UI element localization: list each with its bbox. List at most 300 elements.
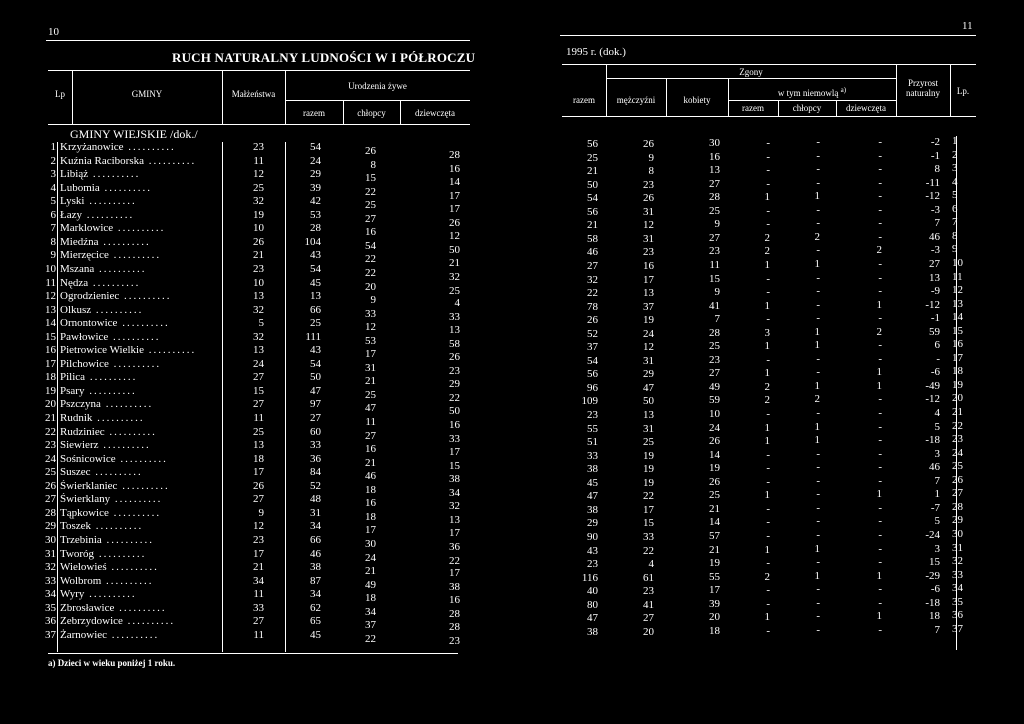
zgony-razem-cell: 21 xyxy=(587,219,598,231)
urodzenia-dziewczeta-cell: 14 xyxy=(449,176,460,188)
header-bottom-rule xyxy=(562,116,976,117)
urodzenia-chlopcy-cell: 30 xyxy=(365,538,376,550)
malzenstwa-cell: 12 xyxy=(253,168,264,180)
leader-dots: .......... xyxy=(113,222,166,234)
przyrost-cell: 7 xyxy=(934,624,940,636)
zgony-mezczyzni-cell: 4 xyxy=(648,558,654,570)
row-number: 5 xyxy=(50,195,56,207)
niemowleta-dziewczeta-cell: - xyxy=(878,448,882,460)
malzenstwa-cell: 23 xyxy=(253,534,264,546)
niemowleta-razem-cell: 1 xyxy=(764,367,770,379)
leader-dots: .......... xyxy=(81,209,135,221)
urodzenia-dziewczeta-cell: 22 xyxy=(449,555,460,567)
zgony-kobiety-cell: 19 xyxy=(709,462,720,474)
urodzenia-razem-cell: 52 xyxy=(310,480,321,492)
niemowleta-razem-cell: - xyxy=(766,273,770,285)
niemowleta-chlopcy-cell: - xyxy=(816,136,820,148)
malzenstwa-cell: 13 xyxy=(253,344,264,356)
row-number: 21 xyxy=(45,412,56,424)
niemowleta-chlopcy-cell: - xyxy=(816,488,820,500)
gmina-name xyxy=(60,493,220,506)
malzenstwa-cell: 18 xyxy=(253,453,264,465)
urodzenia-dziewczeta-cell: 15 xyxy=(449,460,460,472)
urodzenia-chlopcy-cell: 20 xyxy=(365,281,376,293)
niemowleta-dziewczeta-cell: - xyxy=(878,597,882,609)
row-number: 31 xyxy=(45,548,56,560)
malzenstwa-cell: 13 xyxy=(253,439,264,451)
niemowleta-dziewczeta-cell: - xyxy=(878,231,882,243)
urodzenia-razem-cell: 53 xyxy=(310,209,321,221)
row-number: 3 xyxy=(50,168,56,180)
malzenstwa-cell: 24 xyxy=(253,358,264,370)
urodzenia-chlopcy-cell: 22 xyxy=(365,253,376,265)
niemowleta-chlopcy-cell: - xyxy=(816,448,820,460)
lp-cell: 37 xyxy=(952,623,963,635)
header-niemowleta xyxy=(728,85,896,99)
urodzenia-razem-cell: 87 xyxy=(310,575,321,587)
urodzenia-razem-cell: 54 xyxy=(310,141,321,153)
gmina-name-text: Wolbrom xyxy=(60,575,102,587)
urodzenia-chlopcy-cell: 22 xyxy=(365,633,376,645)
lp-cell: 16 xyxy=(952,338,963,350)
przyrost-cell: 5 xyxy=(934,515,940,527)
urodzenia-chlopcy-cell: 49 xyxy=(365,579,376,591)
malzenstwa-cell: 26 xyxy=(253,236,264,248)
niemowleta-chlopcy-cell: - xyxy=(816,515,820,527)
header-razem: razem xyxy=(303,108,325,118)
zgony-razem-cell: 55 xyxy=(587,423,598,435)
przyrost-cell: -49 xyxy=(925,380,940,392)
header-urodzenia: Urodzenia żywe xyxy=(348,81,407,91)
niemowleta-chlopcy-cell: 1 xyxy=(814,258,820,270)
zgony-mezczyzni-cell: 23 xyxy=(643,179,654,191)
przyrost-cell: -1 xyxy=(930,312,940,324)
row-number: 29 xyxy=(45,520,56,532)
gmina-name-text: Rudziniec xyxy=(60,426,105,438)
urodzenia-chlopcy-cell: 27 xyxy=(365,430,376,442)
urodzenia-razem-cell: 45 xyxy=(310,629,321,641)
header-top-rule xyxy=(48,70,470,71)
przyrost-cell: - xyxy=(936,353,940,365)
urodzenia-dziewczeta-cell: 16 xyxy=(449,594,460,606)
row-number: 7 xyxy=(50,222,56,234)
urodzenia-chlopcy-cell: 22 xyxy=(365,267,376,279)
przyrost-cell: -7 xyxy=(930,502,940,514)
gmina-name xyxy=(60,317,220,330)
niemowleta-dziewczeta-cell: - xyxy=(878,475,882,487)
lp-cell: 27 xyxy=(952,487,963,499)
urodzenia-razem-cell: 39 xyxy=(310,182,321,194)
urodzenia-razem-cell: 62 xyxy=(310,602,321,614)
urodzenia-razem-cell: 43 xyxy=(310,249,321,261)
gmina-name xyxy=(60,222,220,235)
urodzenia-razem-cell: 13 xyxy=(310,290,321,302)
gmina-name xyxy=(60,466,220,479)
niemowleta-razem-cell: 1 xyxy=(764,489,770,501)
niemowleta-razem-cell: 2 xyxy=(764,394,770,406)
urodzenia-dziewczeta-cell: 17 xyxy=(449,203,460,215)
row-number: 12 xyxy=(45,290,56,302)
urodzenia-chlopcy-cell: 17 xyxy=(365,348,376,360)
niemowleta-razem-cell: 2 xyxy=(764,381,770,393)
gmina-name-text: Nędza xyxy=(60,277,89,289)
body-divider xyxy=(222,142,223,652)
zgony-mezczyzni-cell: 26 xyxy=(643,138,654,150)
niemowleta-razem-cell: - xyxy=(766,476,770,488)
row-number: 24 xyxy=(45,453,56,465)
niemowleta-razem-cell: 1 xyxy=(764,340,770,352)
niemowleta-dziewczeta-cell: - xyxy=(878,339,882,351)
urodzenia-razem-cell: 24 xyxy=(310,155,321,167)
urodzenia-chlopcy-cell: 37 xyxy=(365,619,376,631)
zgony-razem-cell: 43 xyxy=(587,545,598,557)
niemowleta-dziewczeta-cell: - xyxy=(878,502,882,514)
header-top-rule xyxy=(562,64,976,65)
urodzenia-dziewczeta-cell: 38 xyxy=(449,581,460,593)
gmina-name-text: Żarnowiec xyxy=(60,629,108,641)
body-divider xyxy=(285,142,286,652)
row-number: 36 xyxy=(45,615,56,627)
niemowleta-dziewczeta-cell: 1 xyxy=(876,366,882,378)
lp-cell: 17 xyxy=(952,352,963,364)
malzenstwa-cell: 11 xyxy=(253,412,264,424)
header-chlopcy: chłopcy xyxy=(357,108,386,118)
niemowleta-dziewczeta-cell: 1 xyxy=(876,488,882,500)
niemowleta-dziewczeta-cell: - xyxy=(878,285,882,297)
malzenstwa-cell: 17 xyxy=(253,548,264,560)
row-number: 23 xyxy=(45,439,56,451)
przyrost-cell: 5 xyxy=(934,421,940,433)
zgony-razem-cell: 45 xyxy=(587,477,598,489)
urodzenia-chlopcy-cell: 53 xyxy=(365,335,376,347)
row-number: 1 xyxy=(50,141,56,153)
zgony-kobiety-cell: 55 xyxy=(709,571,720,583)
gmina-name xyxy=(60,371,220,384)
urodzenia-razem-cell: 97 xyxy=(310,398,321,410)
zgony-razem-cell: 50 xyxy=(587,179,598,191)
gmina-name xyxy=(60,168,220,181)
header-gminy: GMINY xyxy=(131,89,163,99)
malzenstwa-cell: 27 xyxy=(253,371,264,383)
urodzenia-chlopcy-cell: 18 xyxy=(365,592,376,604)
gmina-name-text: Wielowieś xyxy=(60,561,107,573)
gmina-name xyxy=(60,304,220,317)
zgony-razem-cell: 26 xyxy=(587,314,598,326)
urodzenia-razem-cell: 33 xyxy=(310,439,321,451)
gmina-name-text: Ogrodzieniec xyxy=(60,290,120,302)
niemowleta-dziewczeta-cell: 1 xyxy=(876,570,882,582)
zgony-kobiety-cell: 30 xyxy=(709,137,720,149)
row-number: 17 xyxy=(45,358,56,370)
niemowleta-razem-cell: - xyxy=(766,625,770,637)
urodzenia-razem-cell: 29 xyxy=(310,168,321,180)
zgony-razem-cell: 52 xyxy=(587,328,598,340)
leader-dots: .......... xyxy=(108,249,162,261)
niemowleta-dziewczeta-cell: - xyxy=(878,312,882,324)
zgony-kobiety-cell: 23 xyxy=(709,245,720,257)
zgony-razem-cell: 47 xyxy=(587,612,598,624)
gmina-name xyxy=(60,195,220,208)
header-zgony: Zgony xyxy=(739,67,763,77)
header-lp: Lp. xyxy=(956,86,970,96)
gmina-name-text: Rudnik xyxy=(60,412,93,424)
row-number: 22 xyxy=(45,426,56,438)
urodzenia-dziewczeta-cell: 28 xyxy=(449,149,460,161)
header-mezczyzni: mężczyźni xyxy=(616,95,656,105)
gmina-name xyxy=(60,385,220,398)
leader-dots: .......... xyxy=(98,236,151,248)
lp-cell: 8 xyxy=(952,230,958,242)
zgony-mezczyzni-cell: 19 xyxy=(643,314,654,326)
lp-cell: 18 xyxy=(952,365,963,377)
gmina-name xyxy=(60,561,220,574)
page-top-rule xyxy=(46,40,470,41)
zgony-mezczyzni-cell: 16 xyxy=(643,260,654,272)
header-lp: Lp xyxy=(55,89,65,99)
niemowleta-chlopcy-cell: - xyxy=(816,163,820,175)
zgony-razem-cell: 32 xyxy=(587,274,598,286)
urodzenia-razem-cell: 66 xyxy=(310,304,321,316)
lp-cell: 24 xyxy=(952,447,963,459)
przyrost-cell: -1 xyxy=(930,150,940,162)
niemowleta-chlopcy-cell: - xyxy=(816,217,820,229)
niemowleta-razem-cell: - xyxy=(766,449,770,461)
gmina-name-text: Libiąż xyxy=(60,168,89,180)
urodzenia-chlopcy-cell: 25 xyxy=(365,389,376,401)
leader-dots: .......... xyxy=(91,520,144,532)
malzenstwa-cell: 5 xyxy=(258,317,264,329)
zgony-razem-cell: 38 xyxy=(587,463,598,475)
row-number: 27 xyxy=(45,493,56,505)
niemowleta-chlopcy-cell: - xyxy=(816,556,820,568)
row-number: 35 xyxy=(45,602,56,614)
zgony-kobiety-cell: 24 xyxy=(709,422,720,434)
zgony-mezczyzni-cell: 23 xyxy=(643,246,654,258)
urodzenia-dziewczeta-cell: 22 xyxy=(449,392,460,404)
gmina-name xyxy=(60,412,220,425)
zgony-razem-cell: 29 xyxy=(587,517,598,529)
gmina-name-text: Marklowice xyxy=(60,222,114,234)
row-number: 16 xyxy=(45,344,56,356)
przyrost-cell: -18 xyxy=(925,434,940,446)
leader-dots: .......... xyxy=(92,412,145,424)
urodzenia-dziewczeta-cell: 17 xyxy=(449,190,460,202)
niemowleta-razem-cell: 1 xyxy=(764,259,770,271)
zgony-mezczyzni-cell: 31 xyxy=(643,206,654,218)
zgony-kobiety-cell: 17 xyxy=(709,584,720,596)
row-number: 18 xyxy=(45,371,56,383)
row-number: 19 xyxy=(45,385,56,397)
niemowleta-chlopcy-cell: 1 xyxy=(814,434,820,446)
header-n-dziewczeta: dziewczęta xyxy=(846,103,886,113)
gmina-name-text: Pietrowice Wielkie xyxy=(60,344,144,356)
malzenstwa-cell: 33 xyxy=(253,602,264,614)
urodzenia-dziewczeta-cell: 29 xyxy=(449,378,460,390)
niemowleta-chlopcy-cell: 1 xyxy=(814,190,820,202)
niemowleta-razem-cell: - xyxy=(766,205,770,217)
zgony-mezczyzni-cell: 22 xyxy=(643,490,654,502)
niemowleta-chlopcy-cell: 1 xyxy=(814,543,820,555)
zgony-kobiety-cell: 25 xyxy=(709,489,720,501)
niemowleta-chlopcy-cell: 1 xyxy=(814,326,820,338)
niemowleta-chlopcy-cell: - xyxy=(816,204,820,216)
niemowleta-razem-cell: 2 xyxy=(764,232,770,244)
urodzenia-chlopcy-cell: 34 xyxy=(365,606,376,618)
urodzenia-chlopcy-cell: 46 xyxy=(365,470,376,482)
gmina-name-text: Lyski xyxy=(60,195,85,207)
urodzenia-chlopcy-cell: 47 xyxy=(365,402,376,414)
gmina-name xyxy=(60,290,220,303)
zgony-kobiety-cell: 9 xyxy=(714,286,720,298)
zgony-mezczyzni-cell: 61 xyxy=(643,572,654,584)
zgony-razem-cell: 21 xyxy=(587,165,598,177)
footnote: a) Dzieci w wieku poniżej 1 roku. xyxy=(48,658,176,668)
niemowleta-chlopcy-cell: - xyxy=(816,272,820,284)
urodzenia-chlopcy-cell: 26 xyxy=(365,145,376,157)
gmina-name xyxy=(60,629,220,642)
niemowleta-dziewczeta-cell: - xyxy=(878,272,882,284)
leader-dots: .......... xyxy=(108,507,162,519)
zgony-mezczyzni-cell: 24 xyxy=(643,328,654,340)
niemowleta-dziewczeta-cell: - xyxy=(878,461,882,473)
zgony-mezczyzni-cell: 31 xyxy=(643,355,654,367)
lp-cell: 4 xyxy=(952,176,958,188)
przyrost-cell: 15 xyxy=(929,556,940,568)
urodzenia-chlopcy-cell: 17 xyxy=(365,524,376,536)
niemowleta-dziewczeta-cell: - xyxy=(878,434,882,446)
row-number: 37 xyxy=(45,629,56,641)
niemowleta-dziewczeta-cell: - xyxy=(878,543,882,555)
left-page-number: 10 xyxy=(48,26,59,38)
header-mid-rule xyxy=(606,78,896,79)
przyrost-cell: -11 xyxy=(925,177,940,189)
gmina-name xyxy=(60,209,220,222)
lp-cell: 3 xyxy=(952,162,958,174)
zgony-razem-cell: 109 xyxy=(581,395,598,407)
malzenstwa-cell: 32 xyxy=(253,304,264,316)
urodzenia-chlopcy-cell: 11 xyxy=(365,416,376,428)
leader-dots: .......... xyxy=(123,141,176,153)
niemowleta-chlopcy-cell: 1 xyxy=(814,421,820,433)
zgony-kobiety-cell: 14 xyxy=(709,449,720,461)
lp-cell: 10 xyxy=(952,257,963,269)
niemowleta-chlopcy-cell: - xyxy=(816,177,820,189)
gmina-name-text: Kuźnia Raciborska xyxy=(60,155,144,167)
przyrost-cell: 1 xyxy=(934,488,940,500)
lp-cell: 1 xyxy=(952,135,958,147)
przyrost-cell: 18 xyxy=(929,610,940,622)
niemowleta-razem-cell: - xyxy=(766,598,770,610)
zgony-kobiety-cell: 20 xyxy=(709,611,720,623)
gmina-name-text: Mszana xyxy=(60,263,95,275)
gmina-name-text: Pszczyna xyxy=(60,398,101,410)
urodzenia-razem-cell: 111 xyxy=(305,331,321,343)
urodzenia-razem-cell: 47 xyxy=(310,385,321,397)
niemowleta-chlopcy-cell: 1 xyxy=(814,380,820,392)
urodzenia-dziewczeta-cell: 17 xyxy=(449,567,460,579)
malzenstwa-cell: 32 xyxy=(253,331,264,343)
zgony-mezczyzni-cell: 41 xyxy=(643,599,654,611)
malzenstwa-cell: 11 xyxy=(253,588,264,600)
malzenstwa-cell: 25 xyxy=(253,426,264,438)
lp-cell: 33 xyxy=(952,569,963,581)
zgony-kobiety-cell: 21 xyxy=(709,503,720,515)
leader-dots: .......... xyxy=(101,575,154,587)
niemowleta-razem-cell: - xyxy=(766,313,770,325)
urodzenia-chlopcy-cell: 18 xyxy=(365,484,376,496)
urodzenia-razem-cell: 65 xyxy=(310,615,321,627)
malzenstwa-cell: 26 xyxy=(253,480,264,492)
niemowleta-chlopcy-cell: - xyxy=(816,299,820,311)
urodzenia-dziewczeta-cell: 16 xyxy=(449,163,460,175)
zgony-razem-cell: 56 xyxy=(587,368,598,380)
zgony-mezczyzni-cell: 26 xyxy=(643,192,654,204)
niemowleta-razem-cell: - xyxy=(766,137,770,149)
przyrost-cell: -29 xyxy=(925,570,940,582)
urodzenia-razem-cell: 45 xyxy=(310,277,321,289)
malzenstwa-cell: 19 xyxy=(253,209,264,221)
gmina-name-text: Ornontowice xyxy=(60,317,118,329)
przyrost-cell: -12 xyxy=(925,393,940,405)
przyrost-cell: -6 xyxy=(930,583,940,595)
niemowleta-dziewczeta-cell: - xyxy=(878,407,882,419)
leader-dots: .......... xyxy=(94,548,147,560)
gmina-name xyxy=(60,426,220,439)
gmina-name-text: Pawłowice xyxy=(60,331,109,343)
body-divider xyxy=(57,142,58,652)
page-top-rule xyxy=(560,35,976,36)
urodzenia-razem-cell: 38 xyxy=(310,561,321,573)
leader-dots: .......... xyxy=(108,358,162,370)
zgony-kobiety-cell: 13 xyxy=(709,164,720,176)
zgony-kobiety-cell: 25 xyxy=(709,205,720,217)
lp-cell: 29 xyxy=(952,514,963,526)
zgony-kobiety-cell: 21 xyxy=(709,544,720,556)
zgony-razem-cell: 116 xyxy=(581,572,598,584)
malzenstwa-cell: 10 xyxy=(253,222,264,234)
urodzenia-dziewczeta-cell: 50 xyxy=(449,244,460,256)
gmina-name-text: Zbrosławice xyxy=(60,602,115,614)
gmina-name-text: Świerklaniec xyxy=(60,480,118,492)
przyrost-cell: 46 xyxy=(929,231,940,243)
niemowleta-chlopcy-cell: - xyxy=(816,461,820,473)
gmina-name-text: Tworóg xyxy=(60,548,95,560)
lp-cell: 9 xyxy=(952,243,958,255)
zgony-kobiety-cell: 16 xyxy=(709,151,720,163)
niemowleta-dziewczeta-cell: - xyxy=(878,353,882,365)
niemowleta-chlopcy-cell: 1 xyxy=(814,570,820,582)
niemowleta-chlopcy-cell: - xyxy=(816,244,820,256)
lp-cell: 25 xyxy=(952,460,963,472)
urodzenia-razem-cell: 34 xyxy=(310,588,321,600)
leader-dots: .......... xyxy=(106,561,159,573)
gmina-name xyxy=(60,453,220,466)
urodzenia-dziewczeta-cell: 32 xyxy=(449,271,460,283)
table-bottom-rule xyxy=(48,653,458,654)
przyrost-cell: -2 xyxy=(930,136,940,148)
przyrost-cell: 7 xyxy=(934,475,940,487)
urodzenia-chlopcy-cell: 9 xyxy=(370,294,376,306)
niemowleta-dziewczeta-cell: - xyxy=(878,556,882,568)
niemowleta-dziewczeta-cell: - xyxy=(878,190,882,202)
urodzenia-chlopcy-cell: 33 xyxy=(365,308,376,320)
row-number: 33 xyxy=(45,575,56,587)
zgony-mezczyzni-cell: 8 xyxy=(648,165,654,177)
malzenstwa-cell: 21 xyxy=(253,561,264,573)
gmina-name xyxy=(60,534,220,547)
lp-cell: 30 xyxy=(952,528,963,540)
zgony-kobiety-cell: 59 xyxy=(709,394,720,406)
